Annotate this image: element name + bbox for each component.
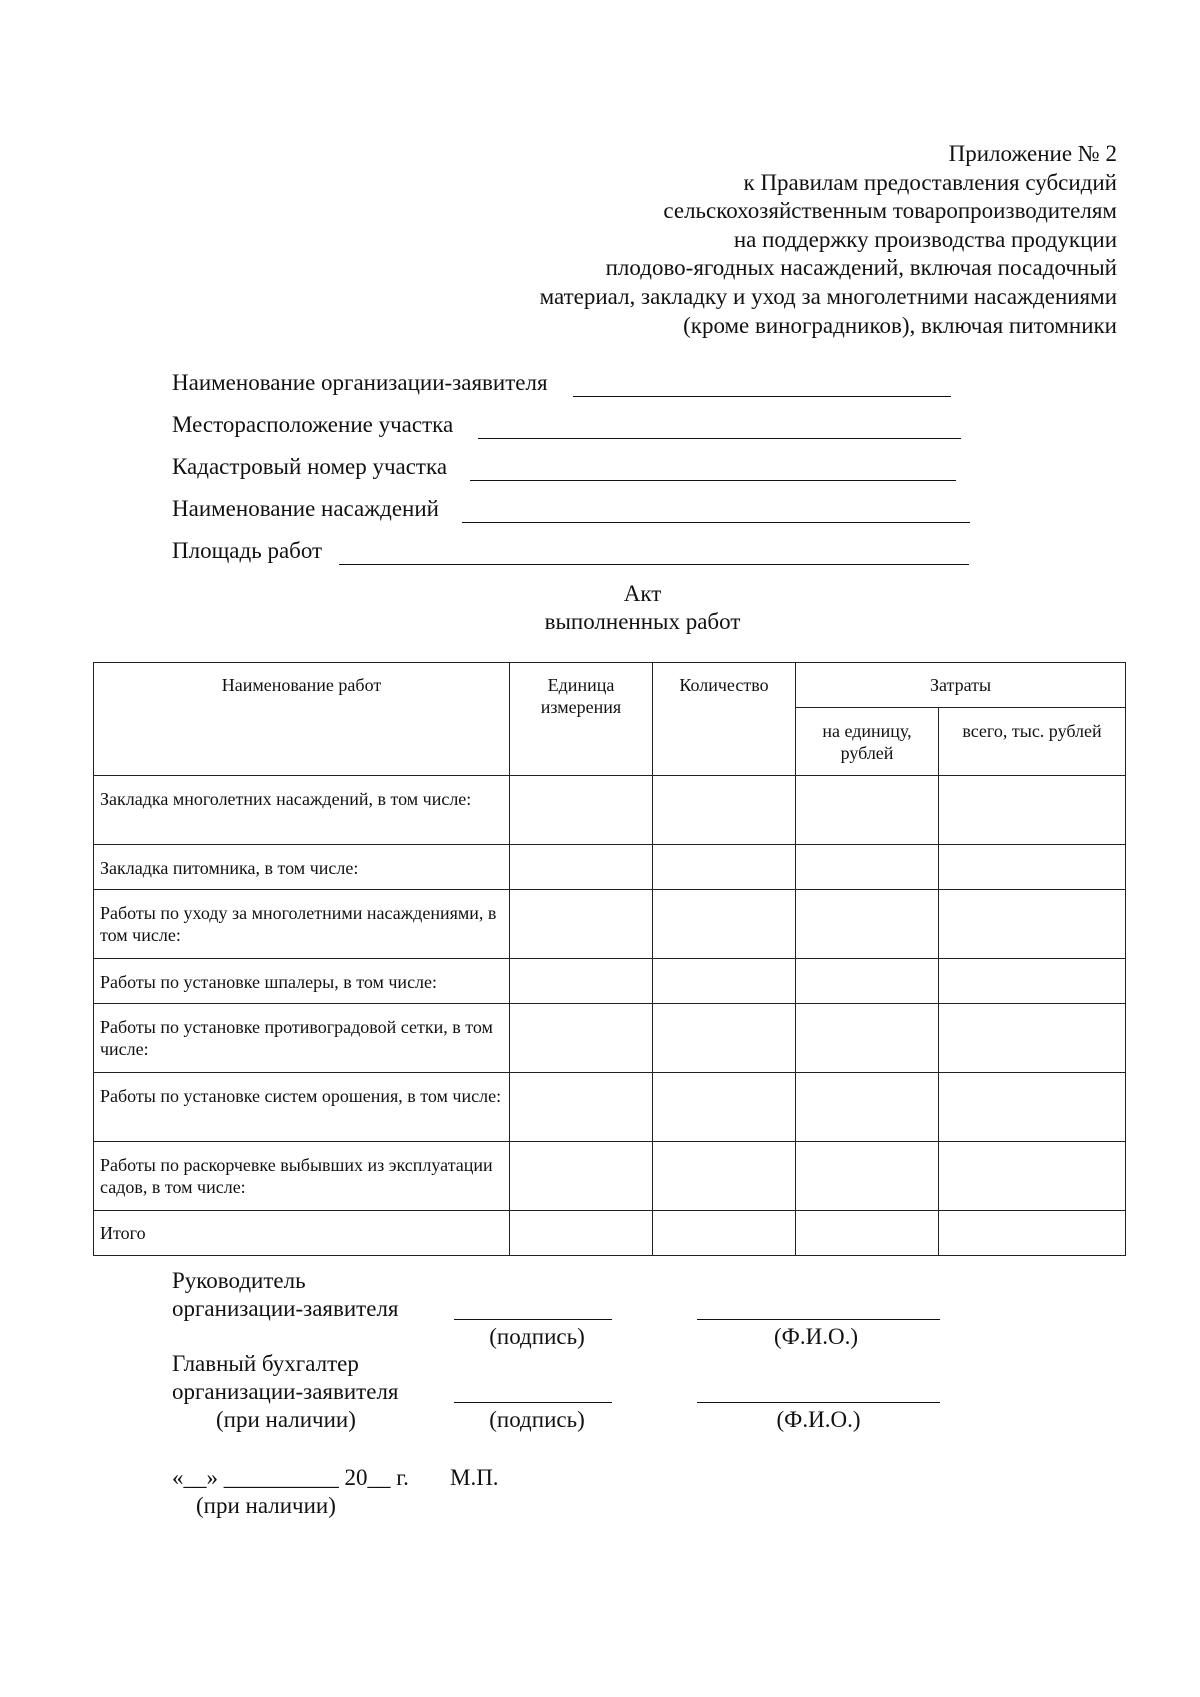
row-total-cell[interactable] xyxy=(939,890,1126,959)
date-line[interactable]: «__» __________ 20__ г. xyxy=(172,1465,409,1490)
accountant-signature-blank[interactable] xyxy=(454,1402,612,1403)
header-cost-per-unit: на единицу, рублей xyxy=(796,708,939,776)
plantings-field xyxy=(172,496,439,522)
table-row xyxy=(94,1004,1126,1073)
row-work-name: Работы по раскорчевке выбывших из эксплуатации садов, в том числе: xyxy=(94,1142,510,1211)
row-quantity-cell[interactable] xyxy=(653,776,796,845)
row-work-name: Работы по установке противоградовой сетки, в том числе: xyxy=(94,1004,510,1073)
row-work-name: Работы по установке шпалеры, в том числе: xyxy=(94,959,510,1004)
table-row xyxy=(94,959,1126,1004)
head-fio-blank[interactable] xyxy=(697,1319,940,1320)
row-total-cell[interactable] xyxy=(939,845,1126,890)
area-blank[interactable] xyxy=(339,564,969,565)
row-unit-cell[interactable] xyxy=(510,776,653,845)
row-per-unit-cell[interactable] xyxy=(796,845,939,890)
plantings-label: Наименование насаждений xyxy=(172,496,439,521)
location-label: Месторасположение участка xyxy=(172,412,454,437)
total-unit-cell[interactable] xyxy=(510,1211,653,1256)
org-name-blank[interactable] xyxy=(573,396,951,397)
stamp-note: (при наличии) xyxy=(196,1493,336,1518)
header-line: материал, закладку и уход за многолетними насаждениями xyxy=(539,283,1117,309)
row-work-name: Закладка многолетних насаждений, в том числе: xyxy=(94,776,510,845)
header-cost-total: всего, тыс. рублей xyxy=(939,708,1126,776)
row-quantity-cell[interactable] xyxy=(653,1142,796,1211)
row-total-cell[interactable] xyxy=(939,959,1126,1004)
table-row xyxy=(94,776,1126,845)
accountant-title-line2: организации-заявителя xyxy=(172,1379,399,1404)
header-line: (кроме виноградников), включая питомники xyxy=(683,312,1117,338)
row-per-unit-cell[interactable] xyxy=(796,1142,939,1211)
head-title-line2: организации-заявителя xyxy=(172,1296,399,1321)
row-quantity-cell[interactable] xyxy=(653,1004,796,1073)
head-fio-caption: (Ф.И.О.) xyxy=(774,1324,858,1349)
table-row xyxy=(94,845,1126,890)
row-unit-cell[interactable] xyxy=(510,1142,653,1211)
table-row xyxy=(94,1073,1126,1142)
row-work-name: Закладка питомника, в том числе: xyxy=(94,845,510,890)
cadastral-field xyxy=(172,454,447,480)
row-total-cell[interactable] xyxy=(939,1073,1126,1142)
row-unit-cell[interactable] xyxy=(510,890,653,959)
act-title-line2: выполненных работ xyxy=(544,609,741,634)
row-work-name: Работы по уходу за многолетними насаждениями, в том числе: xyxy=(94,890,510,959)
row-total-cell[interactable] xyxy=(939,1142,1126,1211)
header-line: сельскохозяйственным товаропроизводителям xyxy=(663,198,1117,224)
head-signature-caption: (подпись) xyxy=(489,1324,585,1349)
header-costs: Затраты xyxy=(796,663,1126,708)
header-line: на поддержку производства продукции xyxy=(733,226,1117,252)
header-unit: Единица измерения xyxy=(510,663,653,776)
total-label: Итого xyxy=(94,1211,510,1256)
row-quantity-cell[interactable] xyxy=(653,959,796,1004)
head-signature-blank[interactable] xyxy=(454,1319,612,1320)
row-per-unit-cell[interactable] xyxy=(796,890,939,959)
row-unit-cell[interactable] xyxy=(510,1004,653,1073)
row-per-unit-cell[interactable] xyxy=(796,1004,939,1073)
act-title xyxy=(440,580,845,636)
header-line: Приложение № 2 xyxy=(948,141,1117,166)
area-label: Площадь работ xyxy=(172,538,323,563)
header-line: плодово-ягодных насаждений, включая посадочный xyxy=(605,255,1117,281)
total-per-unit-cell[interactable] xyxy=(796,1211,939,1256)
row-unit-cell[interactable] xyxy=(510,1073,653,1142)
row-per-unit-cell[interactable] xyxy=(796,1073,939,1142)
total-quantity-cell[interactable] xyxy=(653,1211,796,1256)
row-per-unit-cell[interactable] xyxy=(796,776,939,845)
row-per-unit-cell[interactable] xyxy=(796,959,939,1004)
row-quantity-cell[interactable] xyxy=(653,845,796,890)
act-title-line1: Акт xyxy=(623,581,662,606)
row-unit-cell[interactable] xyxy=(510,959,653,1004)
org-name-label: Наименование организации-заявителя xyxy=(172,370,548,395)
accountant-signature-caption: (подпись) xyxy=(489,1407,585,1432)
accountant-fio-caption: (Ф.И.О.) xyxy=(776,1407,861,1432)
row-work-name: Работы по установке систем орошения, в том числе: xyxy=(94,1073,510,1142)
org-name-field xyxy=(172,370,548,396)
location-field xyxy=(172,412,453,438)
stamp-label: М.П. xyxy=(450,1465,499,1490)
cadastral-blank[interactable] xyxy=(470,480,956,481)
accountant-title-line1: Главный бухгалтер xyxy=(172,1351,359,1376)
row-total-cell[interactable] xyxy=(939,1004,1126,1073)
table-row xyxy=(94,890,1126,959)
row-unit-cell[interactable] xyxy=(510,845,653,890)
row-total-cell[interactable] xyxy=(939,776,1126,845)
cadastral-label: Кадастровый номер участка xyxy=(172,454,448,479)
row-quantity-cell[interactable] xyxy=(653,1073,796,1142)
total-sum-cell[interactable] xyxy=(939,1211,1126,1256)
accountant-fio-blank[interactable] xyxy=(697,1402,940,1403)
row-quantity-cell[interactable] xyxy=(653,890,796,959)
area-field xyxy=(172,538,322,564)
header-quantity: Количество xyxy=(653,663,796,776)
header-line: к Правилам предоставления субсидий xyxy=(743,169,1117,195)
location-blank[interactable] xyxy=(478,438,961,439)
plantings-blank[interactable] xyxy=(462,522,970,523)
accountant-if-any: (при наличии) xyxy=(216,1407,356,1432)
table-row xyxy=(94,1142,1126,1211)
appendix-header xyxy=(357,140,1117,340)
table-total-row xyxy=(94,1211,1126,1256)
works-table xyxy=(93,662,1126,1256)
head-title-line1: Руководитель xyxy=(172,1268,306,1293)
header-work-name: Наименование работ xyxy=(94,663,510,776)
